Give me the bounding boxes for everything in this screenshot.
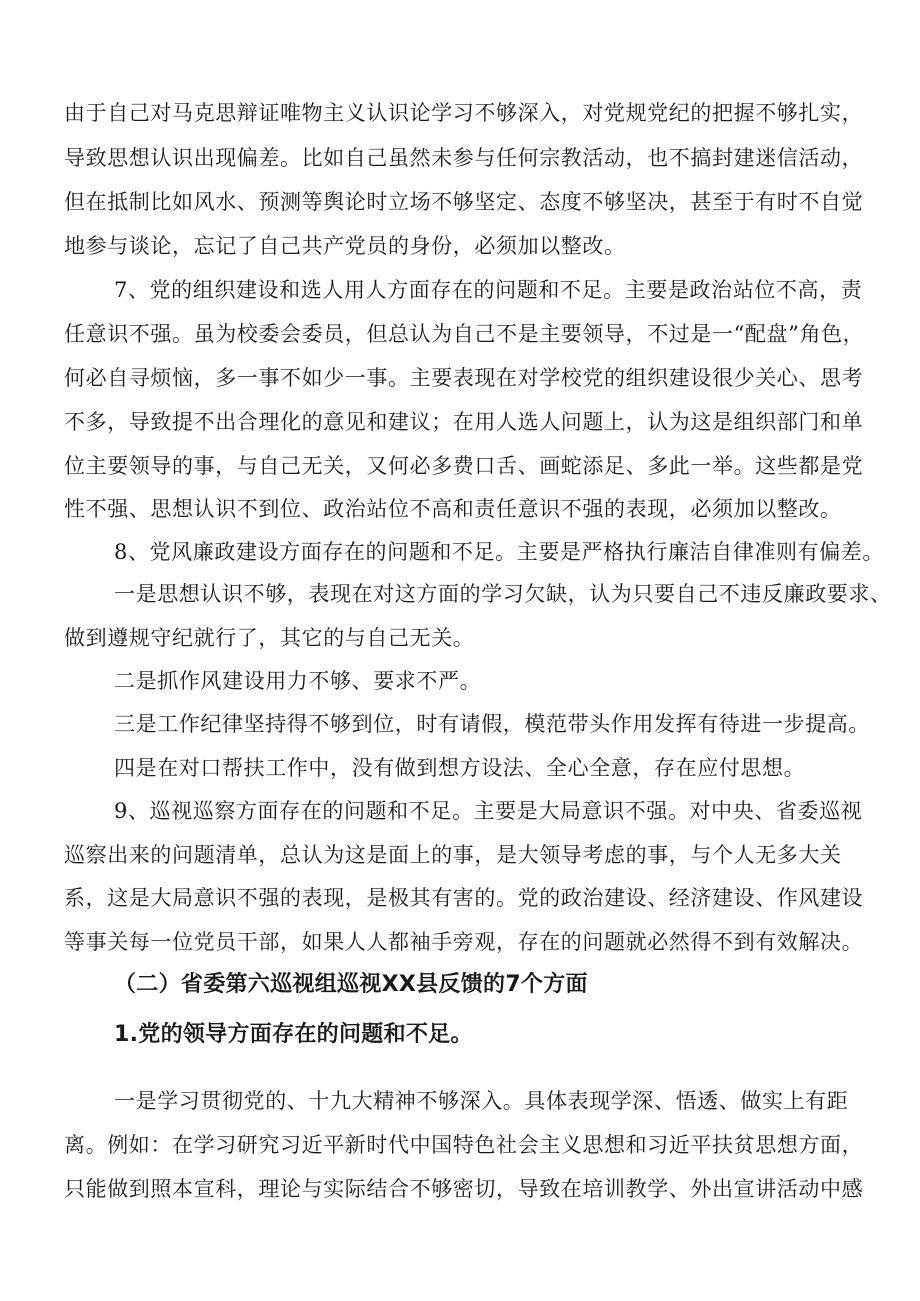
text-line: 任意识不强。虽为校委会委员，但总认为自己不是主要领导，不过是一“配盘”角色， bbox=[64, 322, 865, 346]
text-line: 导致思想认识出现偏差。比如自己虽然未参与任何宗教活动，也不搞封建迷信活动， bbox=[64, 146, 864, 170]
text-line: 等事关每一位党员干部，如果人人都袖手旁观，存在的问题就必然得不到有效解决。 bbox=[64, 930, 864, 954]
text-line: 不多，导致提不出合理化的意见和建议；在用人选人问题上，认为这是组织部门和单 bbox=[64, 410, 864, 434]
text-line: 只能做到照本宣科，理论与实际结合不够密切，导致在培训教学、外出宣讲活动中感 bbox=[64, 1177, 864, 1201]
text-line: 离。例如：在学习研究习近平新时代中国特色社会主义思想和习近平扶贫思想方面， bbox=[64, 1133, 864, 1157]
text-line: 二是抓作风建设用力不够、要求不严。 bbox=[114, 669, 482, 693]
text-line: 系，这是大局意识不强的表现，是极其有害的。党的政治建设、经济建设、作风建设 bbox=[64, 886, 864, 910]
paragraph-7-start: 7、党的组织建设和选人用人方面存在的问题和不足。主要是政治站位不高，责 bbox=[114, 278, 863, 302]
text-line: 三是工作纪律坚持得不够到位，时有请假，模范带头作用发挥有待进一步提高。 bbox=[114, 712, 870, 736]
text-line: 性不强、思想认识不到位、政治站位不高和责任意识不强的表现，必须加以整改。 bbox=[64, 497, 842, 521]
text-line: 位主要领导的事，与自己无关，又何必多费口舌、画蛇添足、多此一举。这些都是党 bbox=[64, 454, 864, 478]
text-line: 四是在对口帮扶工作中，没有做到想方设法、全心全意，存在应付思想。 bbox=[114, 756, 806, 780]
text-line: 地参与谈论，忘记了自己共产党员的身份，必须加以整改。 bbox=[64, 234, 626, 258]
text-line: 一是思想认识不够，表现在对这方面的学习欠缺，认为只要自己不违反廉政要求、 bbox=[114, 582, 892, 606]
subsection-heading: 1.党的领导方面存在的问题和不足。 bbox=[114, 1022, 473, 1047]
text-line: 由于自己对马克思辩证唯物主义认识论学习不够深入，对党规党纪的把握不够扎实， bbox=[64, 101, 864, 125]
paragraph-8-start: 8、党风廉政建设方面存在的问题和不足。主要是严格执行廉洁自律准则有偏差。 bbox=[114, 540, 884, 564]
text-line: 但在抵制比如风水、预测等舆论时立场不够坚定、态度不够坚决，甚至于有时不自觉 bbox=[64, 190, 864, 214]
text-line: 一是学习贯彻党的、十九大精神不够深入。具体表现学深、悟透、做实上有距 bbox=[114, 1089, 849, 1113]
text-line: 巡察出来的问题清单，总认为这是面上的事，是大领导考虑的事，与个人无多大关 bbox=[64, 843, 842, 867]
section-heading: （二）省委第六巡视组巡视XX县反馈的7个方面 bbox=[114, 972, 588, 997]
text-line: 做到遵规守纪就行了，其它的与自己无关。 bbox=[64, 626, 475, 650]
paragraph-9-start: 9、巡视巡察方面存在的问题和不足。主要是大局意识不强。对中央、省委巡视 bbox=[114, 799, 863, 823]
text-line: 何必自寻烦恼，多一事不如少一事。主要表现在对学校党的组织建设很少关心、思考 bbox=[64, 366, 864, 390]
